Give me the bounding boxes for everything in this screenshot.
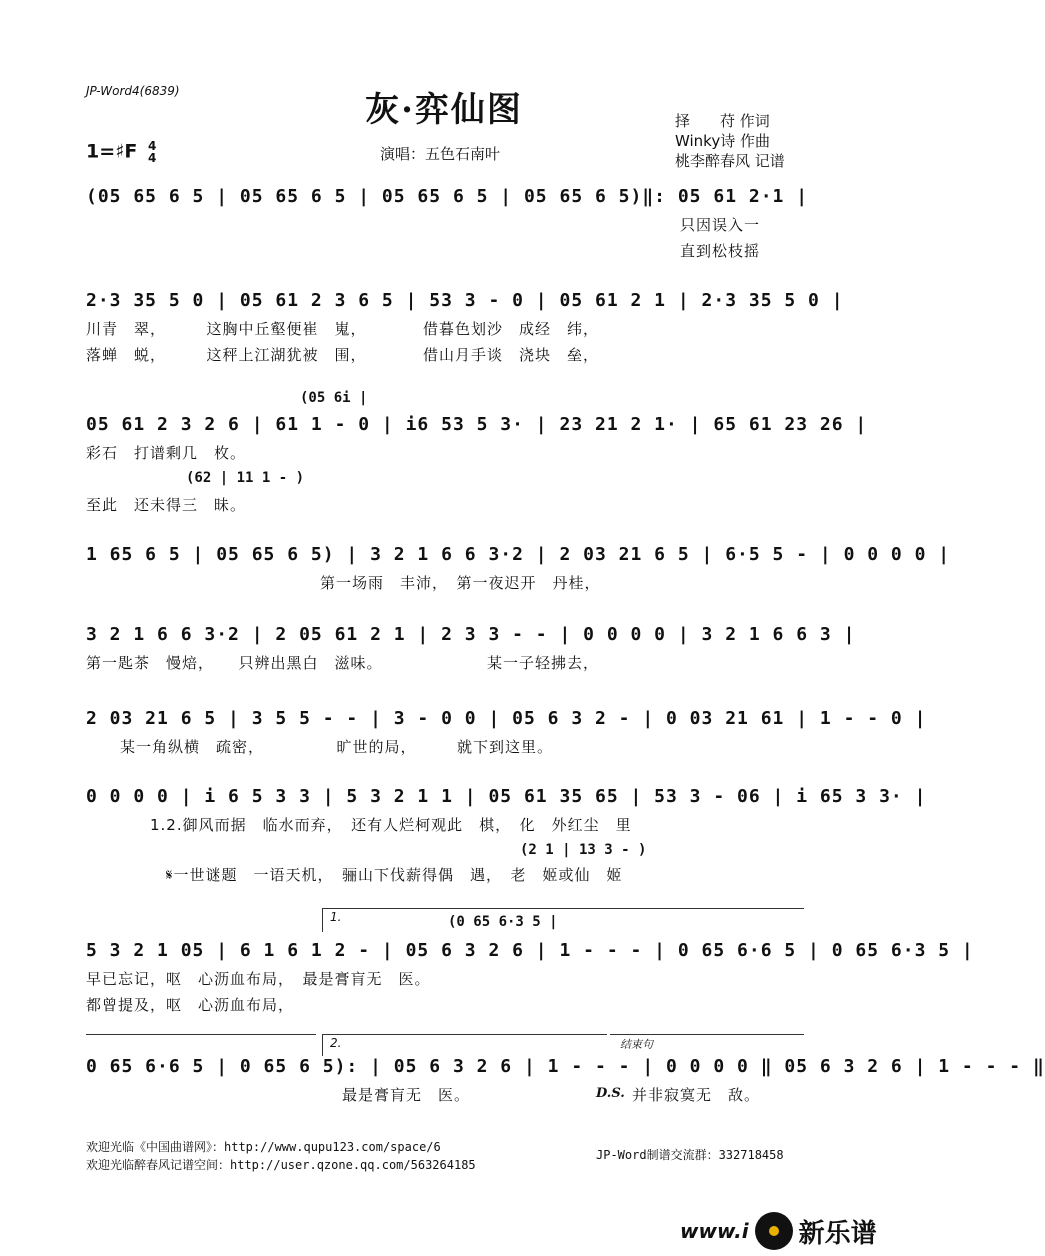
time-top: 4 [147, 139, 157, 153]
coda-label: 结束句 [620, 1038, 653, 1051]
score-line-1-lyric-1: 只因误入一 [680, 216, 761, 234]
footer-group: JP-Word制谱交流群：332718458 [596, 1148, 784, 1162]
time-signature [148, 140, 156, 164]
score-line-4-notes: 1 65 6 5 | 05 65 6 5) | 3 2 1 6 6 3·2 | 2 03 21 6 5 | 6·5 5 - | 0 0 0 0 | [86, 544, 951, 565]
logo-url: www.i [680, 1219, 749, 1243]
software-label: JP-Word4(6839) [86, 84, 180, 98]
score-line-9-lyric-1: 最是膏肓无 医。 [342, 1086, 471, 1104]
score-line-8-lyric-2: 都曾提及，呕 心沥血布局， [86, 996, 295, 1014]
score-line-6-lyric-1: 某一角纵横 疏密， 旷世的局， 就下到这里。 [120, 738, 554, 756]
volta-1-line [322, 908, 804, 909]
score-line-3-lyric-2: 至此 还未得三 昧。 [86, 496, 247, 514]
composer-credit: Winky诗 作曲 [675, 132, 770, 150]
lyricist-credit: 择 苻 作词 [675, 112, 770, 130]
score-line-6-notes: 2 03 21 6 5 | 3 5 5 - - | 3 - 0 0 | 05 6 3 2 - | 0 03 21 61 | 1 - - 0 | [86, 708, 927, 729]
volta-end-line [86, 1034, 316, 1035]
score-line-3-ossia: (62 | 11 1 - ) [186, 470, 305, 486]
site-logo[interactable] [680, 1212, 877, 1250]
score-line-9-notes: 0 65 6·6 5 | 0 65 6 5): | 05 6 3 2 6 | 1 - - - | 0 0 0 0 ‖ 05 6 3 2 6 | 1 - - - ‖ [86, 1056, 1045, 1077]
time-bottom: 4 [147, 151, 157, 165]
score-line-7-notes: 0 0 0 0 | i 6 5 3 3 | 5 3 2 1 1 | 05 61 35 65 | 53 3 - 06 | i 65 3 3· | [86, 786, 927, 807]
volta-2-line [322, 1034, 607, 1035]
logo-name: 新乐谱 [798, 1218, 877, 1249]
score-line-3-notes: 05 61 2 3 2 6 | 61 1 - 0 | i6 53 5 3· | 23 21 2 1· | 65 61 23 26 | [86, 414, 868, 435]
coda-line [610, 1034, 804, 1035]
score-line-8-above: (0 65 6·3 5 | [448, 914, 558, 930]
footer-site-1: 欢迎光临《中国曲谱网》：http://www.qupu123.com/space/6 [86, 1140, 441, 1154]
score-line-3-lyric-1: 彩石 打谱剩几 枚。 [86, 444, 247, 462]
ds-marking: D.S. [596, 1086, 625, 1101]
score-line-1-notes: (05 65 6 5 | 05 65 6 5 | 05 65 6 5 | 05 65 6 5)‖: 05 61 2·1 | [86, 186, 809, 207]
key-signature [86, 140, 156, 164]
score-line-4-lyric-1: 第一场雨 丰沛， 第一夜迟开 丹桂， [320, 574, 601, 592]
score-line-5-notes: 3 2 1 6 6 3·2 | 2 05 61 2 1 | 2 3 3 - - | 0 0 0 0 | 3 2 1 6 6 3 | [86, 624, 856, 645]
volta-1-tick [322, 908, 323, 932]
volta-2-label: 2. [330, 1036, 342, 1050]
score-line-7-ossia: (2 1 | 13 3 - ) [520, 842, 647, 858]
score-line-1-lyric-2: 直到松枝摇 [680, 242, 761, 260]
score-line-3-above: (05 6i | [300, 390, 368, 406]
transcriber-credit: 桃李醉春风 记谱 [675, 152, 785, 170]
score-line-2-notes: 2·3 35 5 0 | 05 61 2 3 6 5 | 53 3 - 0 | 05 61 2 1 | 2·3 35 5 0 | [86, 290, 844, 311]
score-line-5-lyric-1: 第一匙茶 慢焙， 只辨出黑白 滋味。 某一子轻拂去， [86, 654, 600, 672]
volta-2-tick [322, 1034, 323, 1056]
volta-1-label: 1. [330, 910, 342, 924]
score-line-2-lyric-2: 落蝉 蜕， 这秤上江湖犹被 围， 借山月手谈 浇块 垒， [86, 346, 600, 364]
key-label: 1=♯F [86, 140, 138, 163]
record-disc-icon [755, 1212, 793, 1250]
score-line-8-lyric-1: 早已忘记，呕 心沥血布局， 最是膏肓无 医。 [86, 970, 431, 988]
score-line-9-lyric-2: 并非寂寞无 敌。 [632, 1086, 761, 1104]
score-line-7-lyric-2: 𝄋一世谜题 一语天机， 骊山下伐薪得偶 遇， 老 姬或仙 姬 [166, 866, 623, 884]
footer-site-2: 欢迎光临醉春风记谱空间：http://user.qzone.qq.com/563264185 [86, 1158, 476, 1172]
song-title: 灰·弈仙图 [365, 90, 523, 130]
score-line-7-lyric-1: 1.2.御风而据 临水而弃， 还有人烂柯观此 棋， 化 外红尘 里 [150, 816, 632, 834]
score-line-2-lyric-1: 川青 翠， 这胸中丘壑便崔 嵬， 借暮色划沙 成经 纬， [86, 320, 600, 338]
score-line-8-notes: 5 3 2 1 05 | 6 1 6 1 2 - | 05 6 3 2 6 | 1 - - - | 0 65 6·6 5 | 0 65 6·3 5 | [86, 940, 974, 961]
singer: 演唱：五色石南叶 [380, 145, 501, 163]
